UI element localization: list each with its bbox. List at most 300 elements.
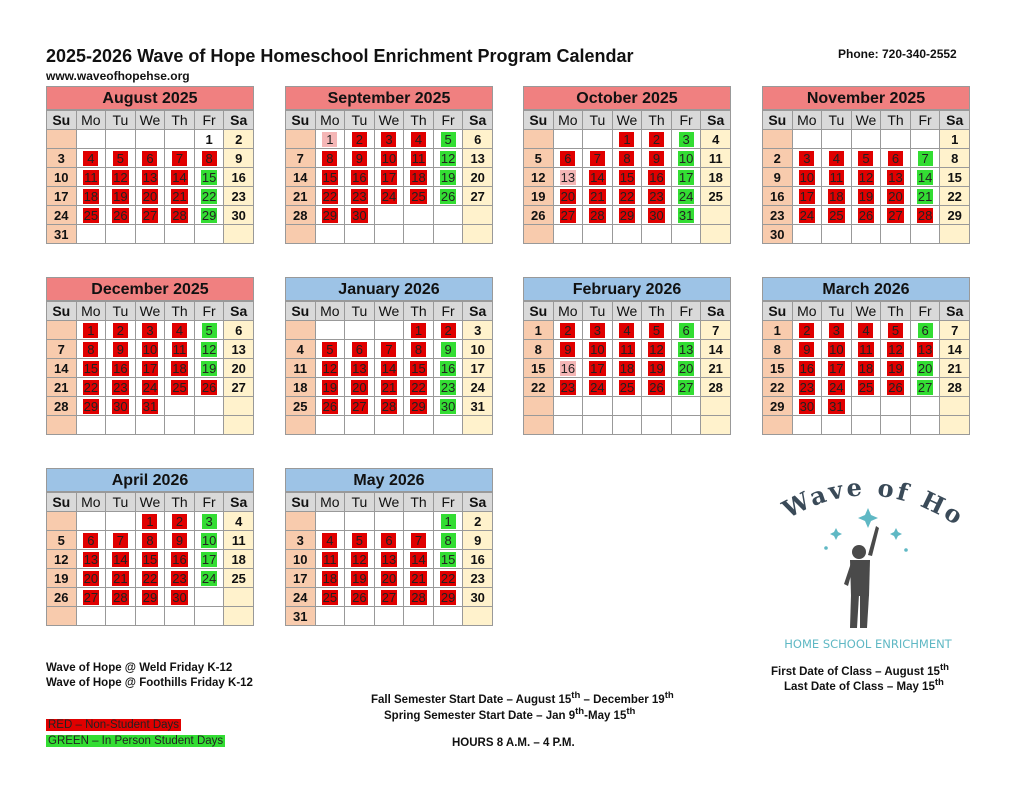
weekday-header: Mo	[315, 493, 345, 512]
day-cell: 28	[701, 378, 731, 397]
non-student-day: 2	[560, 323, 575, 338]
month-calendar	[523, 277, 731, 435]
month-grid	[285, 492, 493, 626]
last-class-date: Last Date of Class – May 15th	[784, 677, 944, 693]
non-student-day: 29	[411, 398, 426, 414]
day-cell	[583, 321, 613, 340]
day-cell	[374, 187, 404, 206]
non-student-day: 10	[142, 341, 158, 357]
non-student-day: 28	[172, 207, 187, 223]
day-cell	[642, 321, 672, 340]
weekday-header: Th	[404, 111, 434, 130]
day-cell: 22	[524, 378, 554, 397]
in-person-day: 29	[201, 207, 217, 223]
non-student-day: 5	[113, 151, 128, 166]
non-student-day: 14	[381, 360, 397, 376]
day-cell: 26	[47, 588, 77, 607]
day-cell	[881, 321, 911, 340]
weekday-header: Tu	[583, 302, 613, 321]
weekday-header: Fr	[194, 111, 224, 130]
day-cell: 28	[47, 397, 77, 416]
day-cell	[404, 187, 434, 206]
in-person-day: 6	[918, 323, 933, 338]
weekday-header: Tu	[822, 111, 852, 130]
day-cell: 10	[463, 340, 493, 359]
non-student-day: 28	[381, 398, 397, 414]
weekday-header: Su	[524, 111, 554, 130]
weekday-header: We	[612, 111, 642, 130]
day-cell	[881, 187, 911, 206]
day-cell	[822, 397, 852, 416]
weekday-header: Su	[286, 302, 316, 321]
day-cell	[345, 512, 375, 531]
day-cell	[135, 206, 165, 225]
weekday-header: Mo	[792, 111, 822, 130]
day-cell	[165, 416, 195, 435]
day-cell	[135, 168, 165, 187]
day-cell	[642, 168, 672, 187]
day-cell	[404, 397, 434, 416]
weekday-header: Tu	[345, 493, 375, 512]
non-student-day: 3	[142, 323, 157, 338]
day-cell	[106, 569, 136, 588]
day-cell	[671, 130, 701, 149]
in-person-day: 5	[202, 323, 217, 338]
day-cell	[135, 588, 165, 607]
day-cell	[404, 168, 434, 187]
day-cell	[463, 225, 493, 244]
non-student-day: 19	[858, 188, 874, 204]
month-grid	[523, 301, 731, 435]
non-student-day: 23	[649, 188, 664, 204]
day-cell	[224, 588, 254, 607]
day-cell	[433, 168, 463, 187]
non-student-day: 17	[142, 360, 158, 376]
non-student-day: 6	[83, 533, 98, 548]
day-cell: 15	[524, 359, 554, 378]
weekday-header: Su	[47, 493, 77, 512]
day-cell	[671, 225, 701, 244]
day-cell	[822, 359, 852, 378]
non-student-day: 4	[829, 151, 844, 166]
day-cell	[553, 378, 583, 397]
non-student-day: 22	[619, 188, 635, 204]
in-person-day: 17	[201, 551, 217, 567]
in-person-day: 20	[678, 360, 694, 376]
day-cell	[881, 378, 911, 397]
non-student-day: 26	[113, 207, 128, 223]
day-cell: 5	[524, 149, 554, 168]
day-cell: 21	[286, 187, 316, 206]
in-person-day: 24	[201, 570, 217, 586]
non-student-day: 29	[440, 589, 456, 605]
day-cell	[165, 588, 195, 607]
in-person-day: 13	[678, 341, 694, 357]
day-cell	[822, 378, 852, 397]
weekday-header: We	[135, 493, 165, 512]
day-cell	[135, 416, 165, 435]
day-cell	[792, 206, 822, 225]
day-cell: 31	[463, 397, 493, 416]
non-student-day: 13	[83, 551, 99, 567]
day-cell	[553, 359, 583, 378]
non-student-day: 6	[560, 151, 575, 166]
non-student-day: 20	[381, 570, 397, 586]
non-student-day: 22	[322, 188, 338, 204]
legend-in-person: GREEN – In Person Student Days	[48, 735, 224, 747]
day-cell: 24	[286, 588, 316, 607]
day-cell	[106, 397, 136, 416]
in-person-day: 8	[441, 533, 456, 548]
non-student-day: 6	[381, 533, 396, 548]
non-student-day: 15	[142, 551, 158, 567]
logo-arc-text: Wave of Ho	[777, 472, 970, 532]
non-student-day: 26	[858, 207, 874, 223]
day-cell	[583, 130, 613, 149]
weekday-header: Th	[165, 111, 195, 130]
non-student-day: 7	[590, 151, 605, 166]
day-cell	[701, 397, 731, 416]
non-student-day: 25	[83, 207, 99, 223]
day-cell	[47, 512, 77, 531]
in-person-day: 10	[678, 150, 694, 166]
day-cell	[106, 416, 136, 435]
weekday-header: Su	[286, 493, 316, 512]
month-title: May 2026	[285, 468, 493, 492]
in-person-day: 1	[441, 514, 456, 529]
weekday-header: Fr	[433, 111, 463, 130]
non-student-day: 3	[381, 132, 396, 147]
day-cell: 18	[701, 168, 731, 187]
day-cell	[463, 206, 493, 225]
day-cell: 22	[763, 378, 793, 397]
day-cell	[851, 206, 881, 225]
day-cell	[374, 588, 404, 607]
month-calendar	[285, 86, 493, 244]
non-student-day: 7	[381, 342, 396, 357]
day-cell: 25	[286, 397, 316, 416]
day-cell	[404, 588, 434, 607]
weekday-header: Th	[165, 302, 195, 321]
day-cell	[433, 340, 463, 359]
month-calendar	[285, 468, 493, 626]
non-student-day: 25	[172, 379, 187, 395]
weekday-header: Sa	[224, 111, 254, 130]
day-cell	[792, 187, 822, 206]
day-cell	[642, 340, 672, 359]
weekday-header: Tu	[822, 302, 852, 321]
day-cell: 19	[47, 569, 77, 588]
day-cell: 21	[940, 359, 970, 378]
day-cell	[47, 607, 77, 626]
weekday-header: Mo	[76, 493, 106, 512]
day-cell	[345, 588, 375, 607]
day-cell	[315, 397, 345, 416]
weekday-header: Sa	[701, 111, 731, 130]
non-student-day: 25	[322, 589, 338, 605]
day-cell	[433, 512, 463, 531]
day-cell	[910, 340, 940, 359]
day-cell	[315, 321, 345, 340]
day-cell	[286, 130, 316, 149]
day-cell	[194, 607, 224, 626]
day-cell: 19	[524, 187, 554, 206]
day-cell: 1	[763, 321, 793, 340]
day-cell: 28	[940, 378, 970, 397]
day-cell	[315, 340, 345, 359]
day-cell	[194, 569, 224, 588]
day-cell	[135, 512, 165, 531]
day-cell	[553, 416, 583, 435]
day-cell	[910, 397, 940, 416]
day-cell: 6	[463, 130, 493, 149]
day-cell: 31	[47, 225, 77, 244]
day-cell	[315, 569, 345, 588]
day-cell	[642, 206, 672, 225]
non-student-day: 9	[560, 342, 575, 357]
non-student-day: 30	[649, 207, 664, 223]
day-cell: 11	[224, 531, 254, 550]
non-student-day: 15	[619, 169, 635, 185]
non-student-day: 16	[352, 169, 367, 185]
non-student-day: 18	[829, 188, 844, 204]
day-cell	[881, 168, 911, 187]
non-student-day: 9	[172, 533, 187, 548]
day-cell: 11	[286, 359, 316, 378]
month-grid	[762, 110, 970, 244]
day-cell	[404, 550, 434, 569]
day-cell	[315, 607, 345, 626]
non-student-day: 2	[799, 323, 814, 338]
month-calendar	[46, 468, 254, 626]
day-cell	[792, 378, 822, 397]
day-cell	[345, 340, 375, 359]
non-student-day: 24	[142, 379, 158, 395]
weekday-header: Fr	[910, 302, 940, 321]
weekday-header: We	[374, 493, 404, 512]
non-student-day: 5	[888, 323, 903, 338]
month-title: November 2025	[762, 86, 970, 110]
day-cell	[910, 149, 940, 168]
day-cell	[315, 531, 345, 550]
day-cell	[106, 359, 136, 378]
non-student-day: 17	[590, 360, 605, 376]
non-student-day: 16	[649, 169, 664, 185]
day-cell	[910, 378, 940, 397]
non-student-day: 18	[411, 169, 426, 185]
in-person-day: 31	[678, 207, 694, 223]
day-cell	[851, 225, 881, 244]
non-student-day: 19	[649, 360, 664, 376]
day-cell	[851, 321, 881, 340]
day-cell	[76, 607, 106, 626]
day-cell	[822, 321, 852, 340]
non-student-day: 12	[113, 169, 128, 185]
weekday-header: Tu	[106, 493, 136, 512]
day-cell	[194, 321, 224, 340]
day-cell	[76, 359, 106, 378]
fall-semester-dates: Fall Semester Start Date – August 15th – December 19th	[371, 690, 674, 706]
weekday-header: Mo	[553, 302, 583, 321]
day-cell: 31	[286, 607, 316, 626]
weekday-header: Mo	[76, 302, 106, 321]
non-student-day: 13	[142, 169, 158, 185]
day-cell	[404, 149, 434, 168]
day-cell	[76, 225, 106, 244]
in-person-day: 5	[441, 132, 456, 147]
day-cell	[671, 321, 701, 340]
day-cell: 6	[224, 321, 254, 340]
day-cell	[553, 397, 583, 416]
day-cell	[286, 321, 316, 340]
day-cell	[315, 359, 345, 378]
day-cell	[194, 588, 224, 607]
non-student-day: 11	[859, 341, 873, 357]
non-student-day: 12	[322, 360, 338, 376]
wave-of-hope-logo	[760, 468, 970, 658]
day-cell: 7	[940, 321, 970, 340]
month-grid	[523, 110, 731, 244]
day-cell	[792, 168, 822, 187]
day-cell	[433, 550, 463, 569]
non-student-day: 1	[142, 514, 157, 529]
day-cell	[194, 187, 224, 206]
in-person-day: 3	[202, 514, 217, 529]
day-cell	[671, 149, 701, 168]
non-student-day: 29	[83, 398, 99, 414]
non-student-day: 6	[142, 151, 157, 166]
day-cell	[910, 130, 940, 149]
day-cell	[47, 321, 77, 340]
non-student-day: 26	[888, 379, 903, 395]
day-cell	[524, 416, 554, 435]
weekday-header: Th	[404, 493, 434, 512]
non-student-day: 17	[381, 169, 397, 185]
day-cell	[76, 378, 106, 397]
month-calendar	[285, 277, 493, 435]
non-student-day: 2	[441, 323, 456, 338]
foothills-location: Wave of Hope @ Foothills Friday K-12	[46, 677, 253, 689]
day-cell	[642, 397, 672, 416]
in-person-day: 15	[201, 169, 217, 185]
day-cell	[940, 225, 970, 244]
non-student-day: 4	[619, 323, 634, 338]
day-cell	[76, 149, 106, 168]
day-cell	[851, 397, 881, 416]
day-cell	[76, 397, 106, 416]
day-cell: 9	[763, 168, 793, 187]
day-cell: 16	[463, 550, 493, 569]
in-person-day: 10	[201, 532, 217, 548]
non-student-day: 21	[381, 379, 397, 395]
month-calendar	[46, 277, 254, 435]
day-cell	[76, 512, 106, 531]
weekday-header: We	[135, 111, 165, 130]
non-student-day: 4	[83, 151, 98, 166]
day-cell: 17	[286, 569, 316, 588]
in-person-day: 23	[440, 379, 456, 395]
day-cell	[165, 512, 195, 531]
non-student-day: 24	[829, 379, 844, 395]
non-student-day: 9	[113, 342, 128, 357]
day-cell	[881, 397, 911, 416]
non-student-day: 8	[142, 533, 157, 548]
day-cell	[224, 225, 254, 244]
day-cell: 3	[286, 531, 316, 550]
non-student-day: 2	[352, 132, 367, 147]
day-cell	[612, 187, 642, 206]
day-cell: 4	[224, 512, 254, 531]
day-cell	[345, 168, 375, 187]
day-cell	[851, 340, 881, 359]
day-cell: 12	[524, 168, 554, 187]
non-student-day: 27	[352, 398, 367, 414]
month-title: October 2025	[523, 86, 731, 110]
day-cell	[135, 550, 165, 569]
day-cell	[76, 187, 106, 206]
day-cell	[553, 340, 583, 359]
day-cell: 15	[940, 168, 970, 187]
day-cell	[76, 321, 106, 340]
day-cell: 27	[224, 378, 254, 397]
day-cell	[76, 130, 106, 149]
day-cell	[583, 416, 613, 435]
day-cell	[374, 416, 404, 435]
day-cell	[345, 359, 375, 378]
day-cell	[822, 130, 852, 149]
weekday-header: Su	[47, 111, 77, 130]
day-cell	[822, 187, 852, 206]
non-student-day: 26	[352, 589, 367, 605]
day-cell	[345, 569, 375, 588]
day-cell	[374, 168, 404, 187]
non-student-day: 10	[381, 150, 397, 166]
day-cell	[106, 607, 136, 626]
day-cell: 29	[763, 397, 793, 416]
day-cell	[583, 340, 613, 359]
day-cell	[286, 512, 316, 531]
day-cell	[345, 321, 375, 340]
non-student-day: 2	[113, 323, 128, 338]
non-student-day: 8	[83, 342, 98, 357]
day-cell	[553, 206, 583, 225]
month-grid	[46, 301, 254, 435]
holiday-day: 13	[560, 169, 576, 185]
non-student-day: 12	[352, 551, 367, 567]
day-cell: 12	[47, 550, 77, 569]
day-cell	[374, 550, 404, 569]
non-student-day: 22	[440, 570, 456, 586]
weekday-header: We	[374, 302, 404, 321]
day-cell: 10	[47, 168, 77, 187]
non-student-day: 11	[172, 341, 187, 357]
day-cell: 22	[940, 187, 970, 206]
day-cell	[612, 340, 642, 359]
in-person-day: 26	[440, 188, 456, 204]
day-cell: 25	[224, 569, 254, 588]
non-student-day: 28	[411, 589, 426, 605]
day-cell	[404, 130, 434, 149]
day-cell	[76, 416, 106, 435]
day-cell: 23	[763, 206, 793, 225]
weekday-header: We	[374, 111, 404, 130]
day-cell: 8	[524, 340, 554, 359]
program-hours: HOURS 8 A.M. – 4 P.M.	[452, 737, 575, 749]
non-student-day: 25	[858, 379, 874, 395]
day-cell	[374, 321, 404, 340]
day-cell	[881, 416, 911, 435]
non-student-day: 4	[322, 533, 337, 548]
